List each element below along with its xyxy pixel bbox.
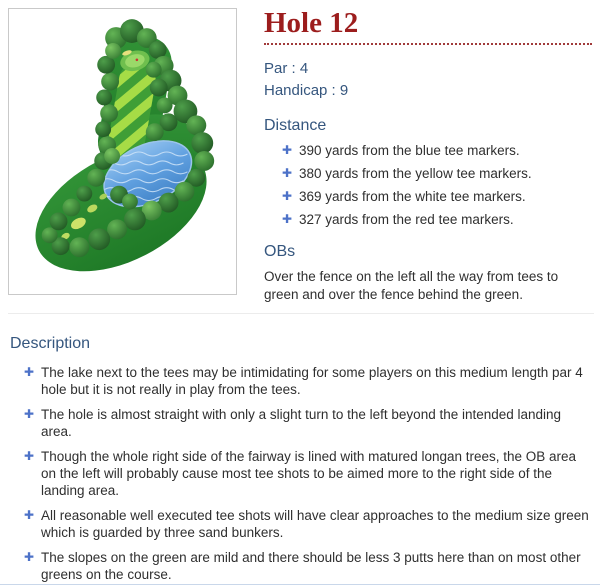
description-heading: Description <box>10 335 91 353</box>
par-value: Par : 4 <box>264 60 309 78</box>
plus-bullet-icon: ✚ <box>23 449 35 464</box>
distance-heading: Distance <box>264 117 327 135</box>
plus-bullet-icon: ✚ <box>281 212 293 227</box>
distance-item <box>280 188 592 205</box>
distance-item <box>280 211 592 228</box>
plus-bullet-icon: ✚ <box>281 143 293 158</box>
plus-bullet-icon: ✚ <box>23 407 35 422</box>
plus-bullet-icon: ✚ <box>23 550 35 565</box>
distance-item-text: 380 yards from the yellow tee markers. <box>299 166 532 182</box>
description-list <box>8 364 594 583</box>
description-item-text: The lake next to the tees may be intimidating for some players on this medium length par 4 hole but it is not really in play from the tees. <box>41 365 583 398</box>
description-item-text: The hole is almost straight with only a slight turn to the left beyond the intended landing area. <box>41 407 562 440</box>
hole-map-box <box>8 8 237 295</box>
description-item-text: All reasonable well executed tee shots will have clear approaches to the medium size green which is guarded by three sand bunkers. <box>41 508 589 541</box>
plus-bullet-icon: ✚ <box>23 365 35 380</box>
hole-map-image <box>9 9 236 294</box>
description-item <box>22 448 594 499</box>
description-item-text: The slopes on the green are mild and there should be less 3 putts here than on most other greens on the course. <box>41 550 581 583</box>
obs-heading: OBs <box>264 243 296 261</box>
plus-bullet-icon: ✚ <box>281 166 293 181</box>
plus-bullet-icon: ✚ <box>281 189 293 204</box>
description-item <box>22 507 594 541</box>
distance-item-text: 369 yards from the white tee markers. <box>299 189 526 205</box>
plus-bullet-icon: ✚ <box>23 508 35 523</box>
distance-list <box>264 142 592 228</box>
description-item <box>22 549 594 583</box>
distance-item <box>280 142 592 159</box>
hole-info-column <box>264 8 594 304</box>
top-row <box>8 8 594 304</box>
distance-item-text: 327 yards from the red tee markers. <box>299 212 514 228</box>
title-divider <box>264 43 592 45</box>
description-item <box>22 364 594 398</box>
description-item <box>22 406 594 440</box>
distance-item <box>280 165 592 182</box>
distance-item-text: 390 yards from the blue tee markers. <box>299 143 520 159</box>
description-section <box>8 313 594 583</box>
handicap-value: Handicap : 9 <box>264 82 349 100</box>
obs-text: Over the fence on the left all the way from tees to green and over the fence behind the green. <box>264 269 559 303</box>
description-item-text: Though the whole right side of the fairway is lined with matured longan trees, the OB area on the left will probably cause most tee shots to be aimed more to the right side of the landing area. <box>41 449 577 499</box>
page-title: Hole 12 <box>264 7 359 39</box>
bottom-divider <box>0 584 600 585</box>
